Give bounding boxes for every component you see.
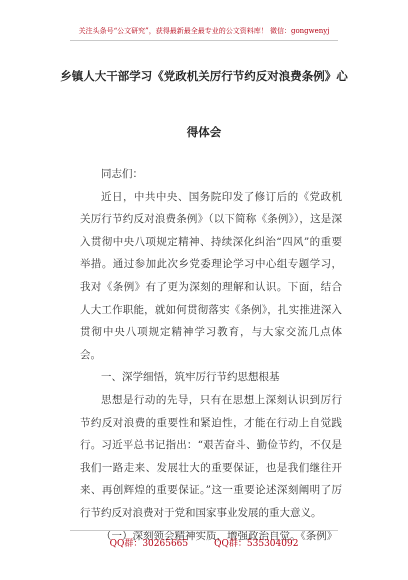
- footer-divider: [70, 530, 338, 531]
- footer: [0, 536, 408, 549]
- document-title: 乡镇人大干部学习《党政机关厉行节约反对浪费条例》心: [60, 69, 348, 83]
- body-paragraph: 思想是行动的先导，只有在思想上深刻认识到厉行节约反对浪费的重要性和紧迫性，才能在行动上自觉践行。习近平总书记指出：“艰苦奋斗、勤俭节约，不仅是我们一路走来、发展壮大的重要保证，也是我们继往开来、再创辉煌的重要保证。”这一重要论述深刻阐明了厉行节约反对浪费对于党和国家事业发展的重大意义。: [80, 393, 342, 519]
- document-body: [80, 163, 342, 547]
- subsection-heading: （一）深刻领会精神实质，增强政治自觉。《条例》: [101, 529, 338, 542]
- header-banner: 关注头条号“公文研究”，获得最新最全最专业的公文资料库！ 微信：gongwenyj: [78, 27, 330, 35]
- salutation: 同志们：: [101, 168, 143, 180]
- header-divider: [70, 40, 338, 41]
- document-title-continued: 得体会: [186, 125, 222, 139]
- body-paragraph: 近日，中共中央、国务院印发了修订后的《党政机关厉行节约反对浪费条例》（以下简称《条例》），这是深入贯彻中央八项规定精神、持续深化纠治“四风”的重要举措。通过参加此次乡党委理论学习中心组专题学习，我对《条例》有了更为深刻的理解和认识。下面，结合人大工作职能，就如何贯彻落实《条例》，扎实推进深入贯彻中央八项规定精神学习教育，与大家交流几点体会。: [80, 190, 342, 361]
- footer-qq-group-1: QQ群：30265665: [109, 539, 189, 549]
- footer-qq-group-2: QQ群：535304092: [214, 539, 299, 549]
- section-heading: 一、深学细悟，筑牢厉行节约思想根基: [101, 371, 280, 384]
